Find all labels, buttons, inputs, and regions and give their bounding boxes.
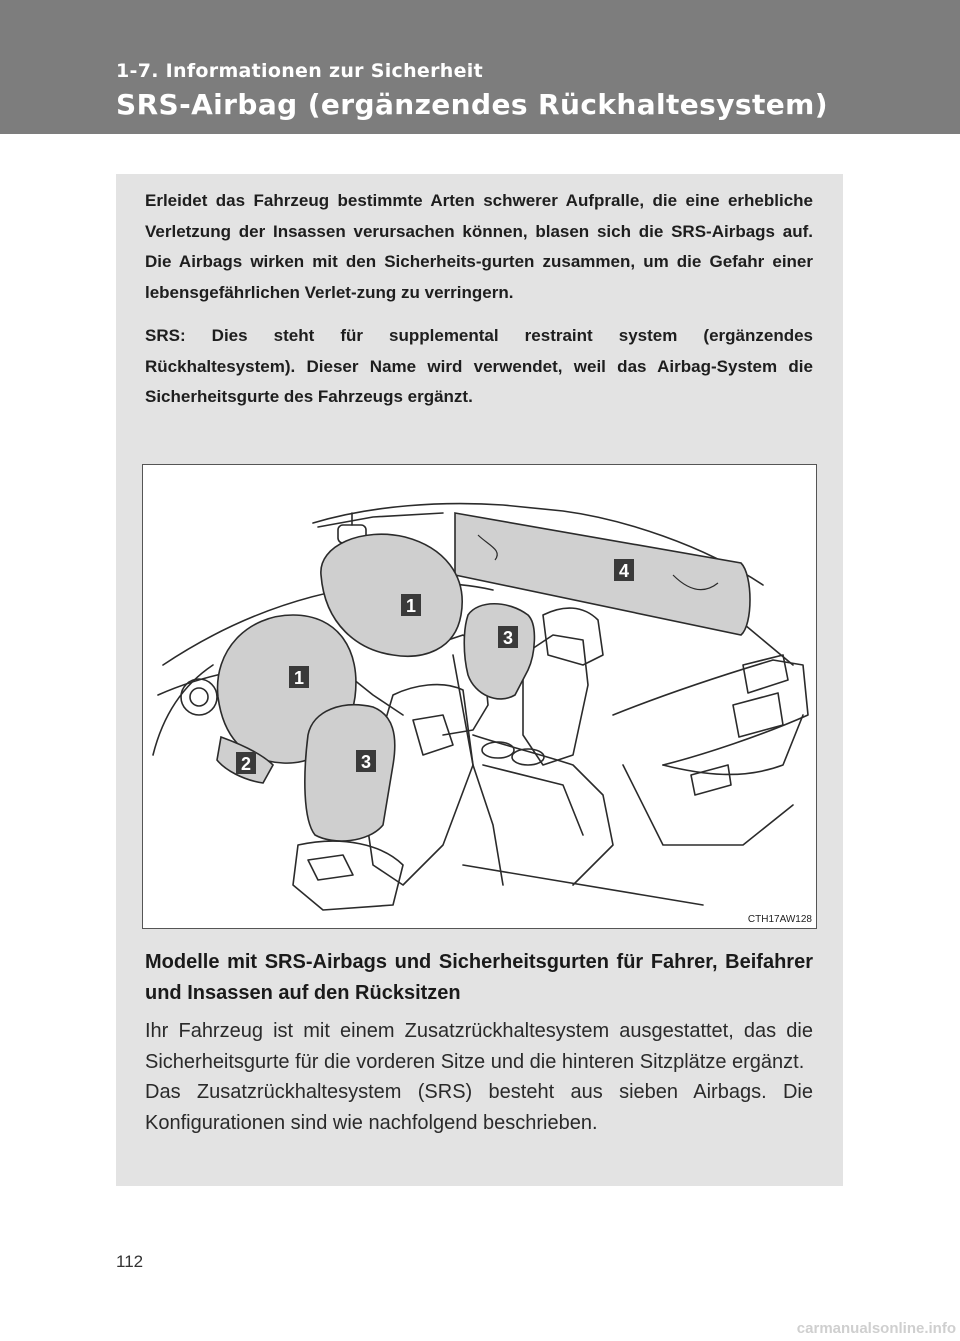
section-heading: Modelle mit SRS-Airbags und Sicherheitsgurten für Fahrer, Beifahrer und Insassen auf den Rücksitzen [145, 951, 813, 1004]
body-paragraph: Das Zusatzrückhaltesystem (SRS) besteht aus sieben Airbags. Die Konfigurationen sind wie nachfolgend beschrieben. [145, 1081, 813, 1134]
callout-3-lower [356, 750, 376, 772]
section-label: 1-7. Informationen zur Sicherheit [116, 60, 483, 82]
callout-label: 3 [360, 752, 372, 772]
callout-label: 3 [502, 628, 514, 648]
callout-1-upper [401, 594, 421, 616]
page-title: SRS-Airbag (ergänzendes Rückhaltesystem) [116, 88, 828, 121]
callout-label: 1 [405, 596, 417, 616]
callout-label: 1 [293, 668, 305, 688]
callout-1-lower [289, 666, 309, 688]
section-body [145, 1016, 813, 1138]
body-paragraph: Ihr Fahrzeug ist mit einem Zusatzrückhaltesystem ausgestattet, das die Sicherheitsgurte für die vorderen Sitze und die hinteren Sitzplätze ergänzt. [145, 1020, 813, 1073]
intro-text [145, 186, 813, 426]
page-number: 112 [116, 1252, 144, 1271]
callout-4 [614, 559, 634, 581]
callout-2 [236, 752, 256, 774]
page-header [0, 0, 960, 134]
figure-code: CTH17AW128 [747, 914, 812, 925]
airbag-illustration [142, 464, 817, 929]
passenger-side-airbag-shape [464, 604, 534, 699]
intro-paragraph: SRS: Dies steht für supplemental restraint system (ergänzendes Rückhaltesystem). Dieser Name wird verwendet, weil das Airbag-System die Sicherheitsgurte des Fahrzeugs ergänzt. [145, 326, 813, 406]
callout-label: 2 [240, 754, 252, 774]
watermark: carmanualsonline.info [796, 1320, 956, 1337]
callout-label: 4 [618, 561, 630, 581]
front-side-airbag-shape [305, 705, 395, 841]
intro-paragraph: Erleidet das Fahrzeug bestimmte Arten schwerer Aufpralle, die eine erhebliche Verletzung der Insassen verursachen können, blasen sich die SRS-Airbags auf. Die Airbags wirken mit den Sicherheits-gurten zusammen, um die Gefahr einer lebensgefährlichen Verlet-zung zu verringern. [145, 191, 813, 302]
car-interior-drawing [143, 465, 816, 928]
callout-3-upper [498, 626, 518, 648]
